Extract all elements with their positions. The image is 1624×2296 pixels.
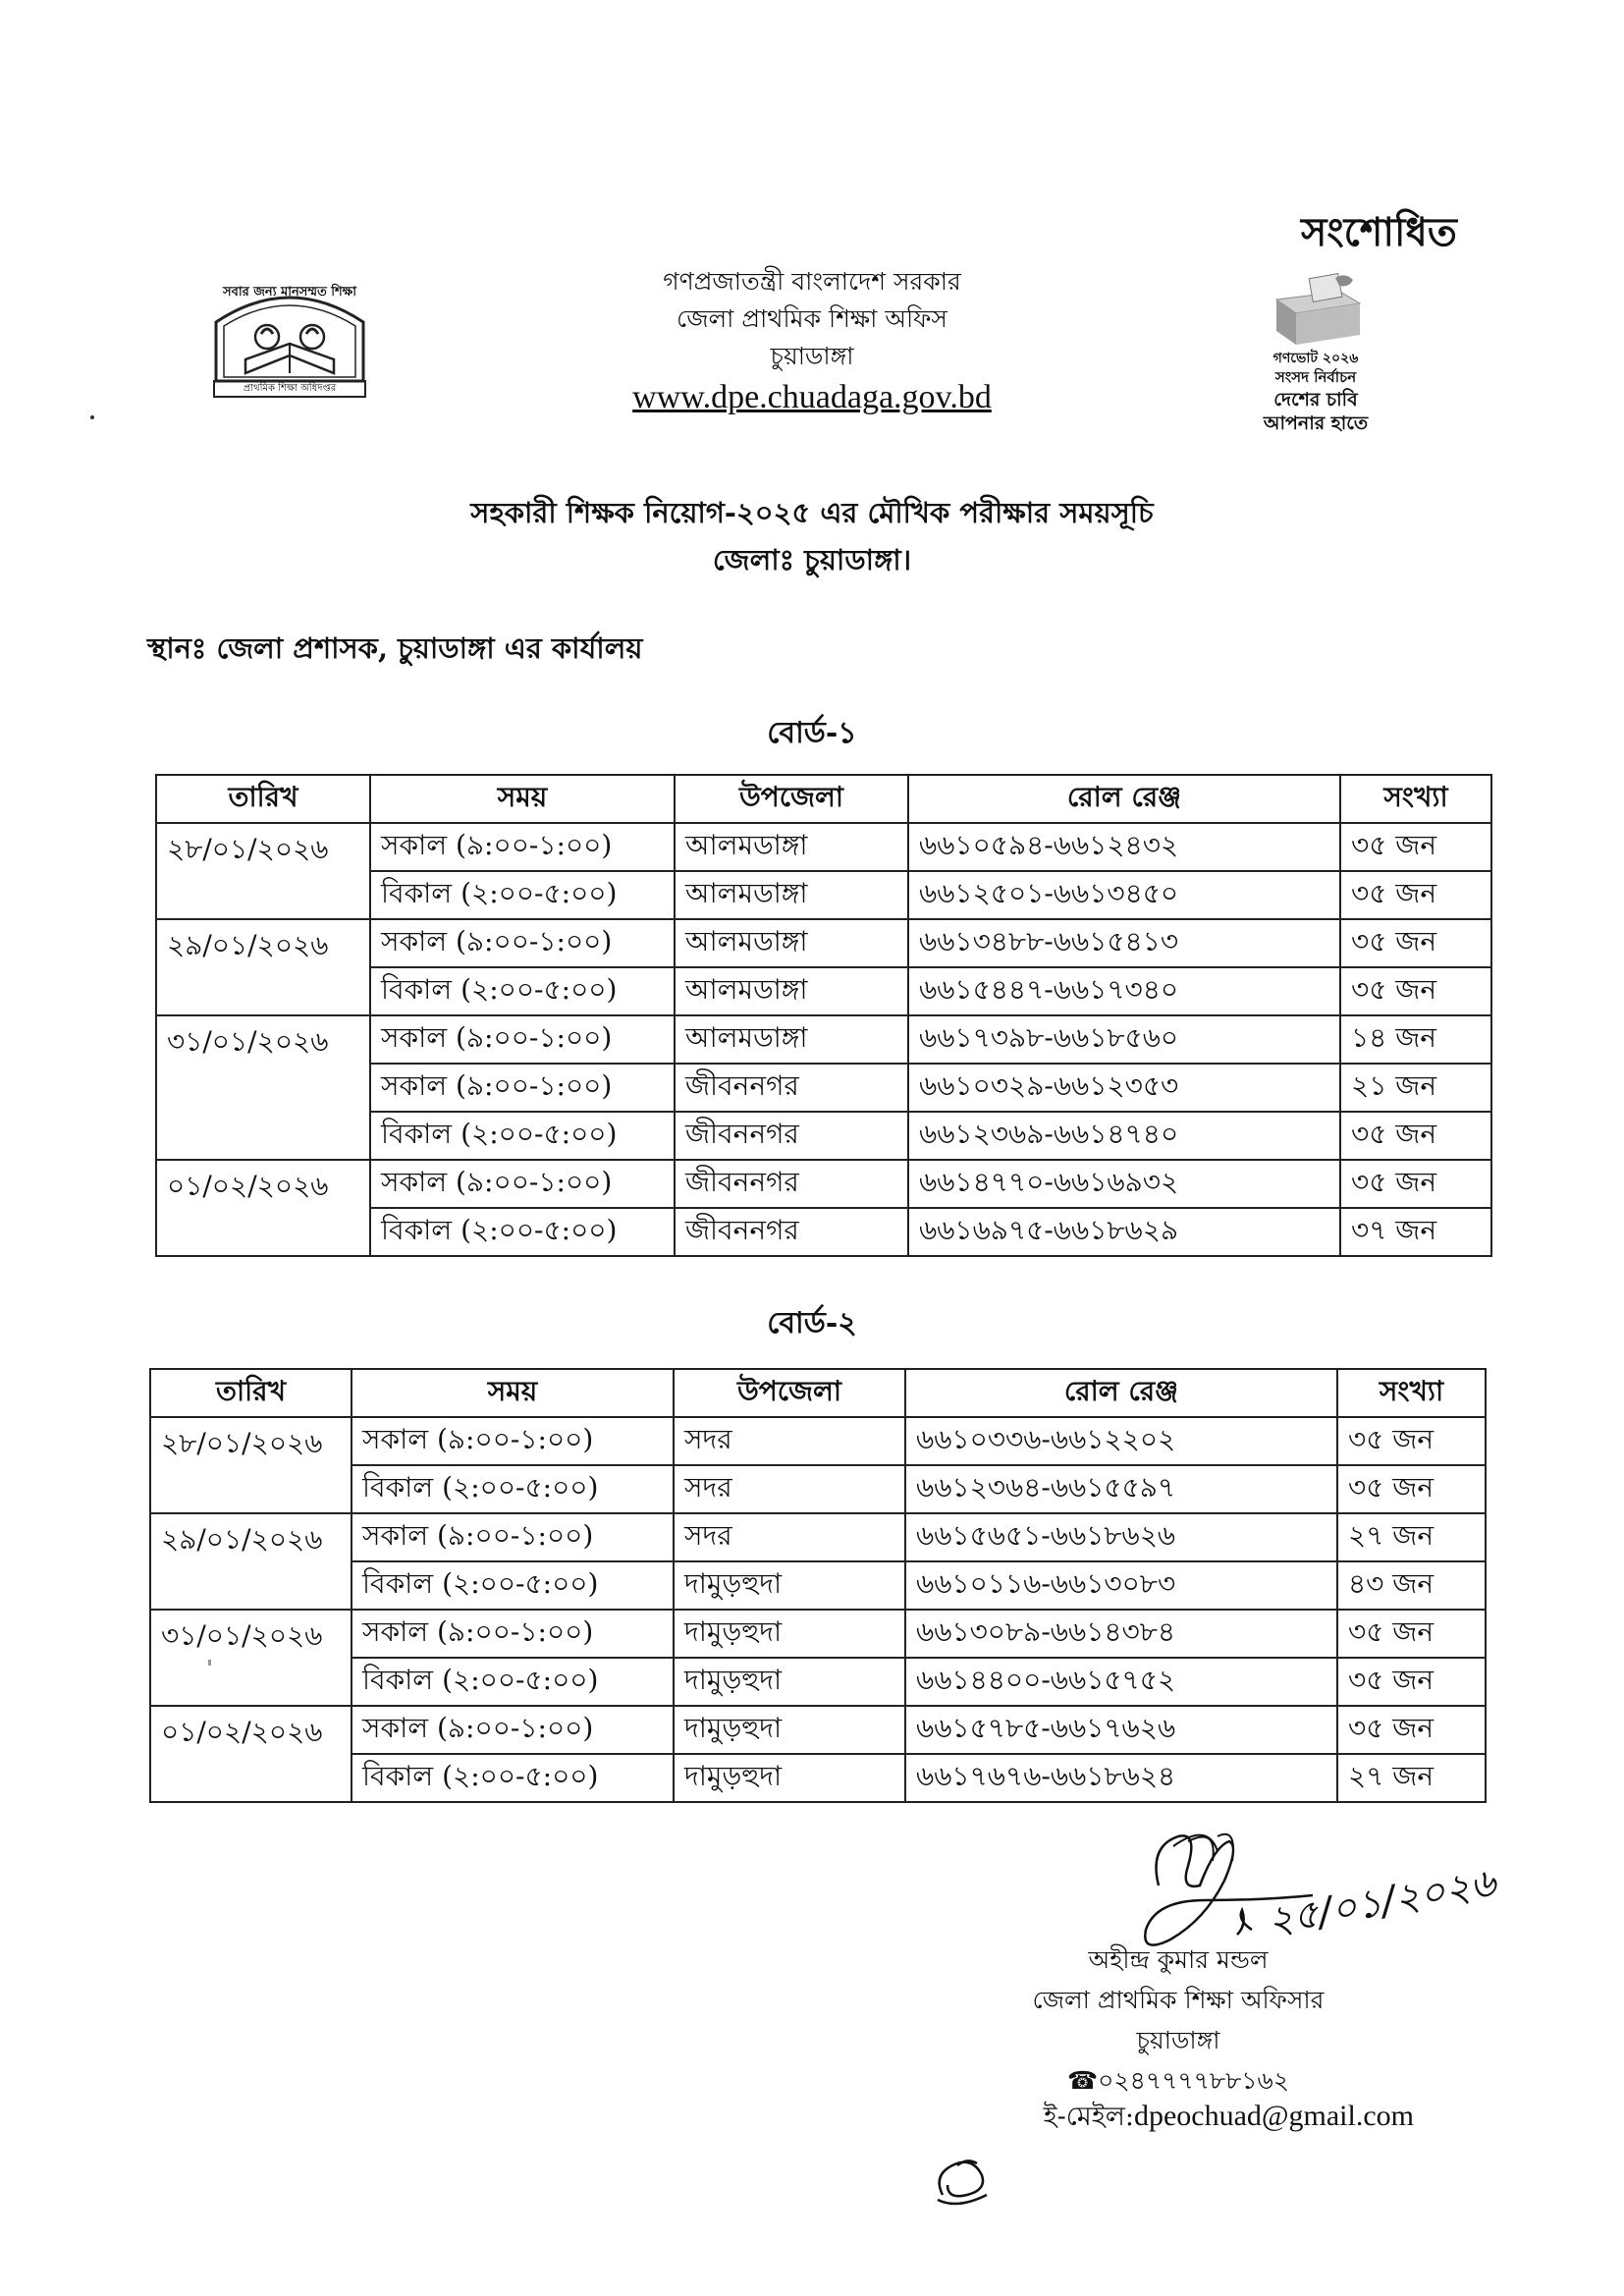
time-cell: সকাল (৯:০০-১:০০) xyxy=(370,1015,675,1064)
date-cell: ০১/০২/২০২৬ xyxy=(150,1706,352,1802)
election-logo-line3: দেশের চাবি xyxy=(1273,389,1358,410)
signature-date: ২৫/০১/২০২৬ xyxy=(1264,1859,1499,1945)
count-cell: ১৪ জন xyxy=(1340,1015,1491,1064)
upazila-cell: জীবননগর xyxy=(675,1112,908,1160)
count-cell: ২৭ জন xyxy=(1337,1754,1486,1802)
count-cell: ৩৫ জন xyxy=(1337,1465,1486,1513)
count-cell: ৩৭ জন xyxy=(1340,1208,1491,1256)
time-cell: বিকাল (২:০০-৫:০০) xyxy=(352,1465,674,1513)
email-address[interactable]: dpeochuad@gmail.com xyxy=(1133,2100,1414,2132)
time-cell: বিকাল (২:০০-৫:০০) xyxy=(370,1112,675,1160)
col-upazila-header: উপজেলা xyxy=(674,1369,905,1417)
count-cell: ৩৫ জন xyxy=(1337,1417,1486,1465)
phone-icon: ☎ xyxy=(1066,2066,1099,2095)
table-row xyxy=(156,823,1491,871)
roll-cell: ৬৬১৪৪০০-৬৬১৫৭৫২ xyxy=(905,1658,1337,1706)
upazila-cell: আলমডাঙ্গা xyxy=(675,823,908,871)
col-roll-header: রোল রেঞ্জ xyxy=(908,775,1340,823)
count-cell: ৩৫ জন xyxy=(1340,871,1491,919)
office-name: জেলা প্রাথমিক শিক্ষা অফিস xyxy=(677,304,947,333)
roll-cell: ৬৬১৫৬৫১-৬৬১৮৬২৬ xyxy=(905,1513,1337,1561)
roll-cell: ৬৬১৫৪৪৭-৬৬১৭৩৪০ xyxy=(908,967,1340,1015)
time-cell: সকাল (৯:০০-১:০০) xyxy=(352,1610,674,1658)
date-cell: ২৮/০১/২০২৬ xyxy=(150,1417,352,1513)
venue: স্থানঃ জেলা প্রশাসক, চুয়াডাঙ্গা এর কার্যালয় xyxy=(147,631,643,665)
count-cell: ৩৫ জন xyxy=(1340,1112,1491,1160)
roll-cell: ৬৬১০১১৬-৬৬১৩০৮৩ xyxy=(905,1561,1337,1610)
col-count-header: সংখ্যা xyxy=(1337,1369,1486,1417)
upazila-cell: জীবননগর xyxy=(675,1208,908,1256)
roll-cell: ৬৬১৩০৮৯-৬৬১৪৩৮৪ xyxy=(905,1610,1337,1658)
date-cell: ০১/০২/২০২৬ xyxy=(156,1160,370,1256)
email-label: ই-মেইল: xyxy=(1043,2102,1134,2132)
time-cell: সকাল (৯:০০-১:০০) xyxy=(352,1417,674,1465)
board2-title: বোর্ড-২ xyxy=(767,1306,857,1340)
document-title xyxy=(0,489,1624,583)
time-cell: বিকাল (২:০০-৫:০০) xyxy=(370,1208,675,1256)
ballot-box-icon xyxy=(1232,270,1399,349)
title-line1: সহকারী শিক্ষক নিয়োগ-২০২৫ এর মৌখিক পরীক্ষার সময়সূচি xyxy=(470,496,1154,529)
time-cell: সকাল (৯:০০-১:০০) xyxy=(370,823,675,871)
table-row xyxy=(150,1706,1486,1754)
signatory-phone: ০২৪৭৭৭৭৮৮১৬২ xyxy=(1098,2066,1290,2095)
election-logo xyxy=(1232,270,1399,434)
roll-cell: ৬৬১০৩২৯-৬৬১২৩৫৩ xyxy=(908,1064,1340,1112)
table-header-row xyxy=(156,775,1491,823)
dpe-logo-bottom-text: প্রাথমিক শিক্ষা অধিদপ্তর xyxy=(243,383,337,394)
date-cell: ৩১/০১/২০২৬ xyxy=(150,1610,352,1706)
roll-cell: ৬৬১৬৯৭৫-৬৬১৮৬২৯ xyxy=(908,1208,1340,1256)
date-cell: ২৮/০১/২০২৬ xyxy=(156,823,370,919)
count-cell: ৩৫ জন xyxy=(1340,967,1491,1015)
col-count-header: সংখ্যা xyxy=(1340,775,1491,823)
count-cell: ২৭ জন xyxy=(1337,1513,1486,1561)
col-upazila-header: উপজেলা xyxy=(675,775,908,823)
col-time-header: সময় xyxy=(370,775,675,823)
upazila-cell: সদর xyxy=(674,1465,905,1513)
count-cell: ২১ জন xyxy=(1340,1064,1491,1112)
government-name: গণপ্রজাতন্ত্রী বাংলাদেশ সরকার xyxy=(663,267,961,296)
table-row xyxy=(156,1015,1491,1064)
date-cell: ২৯/০১/২০২৬ xyxy=(156,919,370,1015)
upazila-cell: দামুড়হুদা xyxy=(674,1706,905,1754)
count-cell: ৩৫ জন xyxy=(1337,1610,1486,1658)
date-cell: ২৯/০১/২০২৬ xyxy=(150,1513,352,1610)
time-cell: সকাল (৯:০০-১:০০) xyxy=(352,1513,674,1561)
col-roll-header: রোল রেঞ্জ xyxy=(905,1369,1337,1417)
time-cell: সকাল (৯:০০-১:০০) xyxy=(352,1706,674,1754)
col-date-header: তারিখ xyxy=(150,1369,352,1417)
upazila-cell: জীবননগর xyxy=(675,1064,908,1112)
dpe-logo-top-text: সবার জন্য মানসম্মত শিক্ষা xyxy=(223,285,356,300)
email-line xyxy=(982,2097,1414,2141)
election-logo-line2: সংসদ নির্বাচন xyxy=(1274,368,1357,386)
roll-cell: ৬৬১৭৩৯৮-৬৬১৮৫৬০ xyxy=(908,1015,1340,1064)
district-name: চুয়াডাঙ্গা xyxy=(770,342,854,370)
count-cell: ৩৫ জন xyxy=(1337,1706,1486,1754)
roll-cell: ৬৬১২৩৬৯-৬৬১৪৭৪০ xyxy=(908,1112,1340,1160)
time-cell: সকাল (৯:০০-১:০০) xyxy=(370,1160,675,1208)
upazila-cell: দামুড়হুদা xyxy=(674,1658,905,1706)
roll-cell: ৬৬১২৩৬৪-৬৬১৫৫৯৭ xyxy=(905,1465,1337,1513)
signatory-block xyxy=(962,1940,1394,2101)
count-cell: ৪৩ জন xyxy=(1337,1561,1486,1610)
board2-table xyxy=(149,1368,1487,1803)
election-logo-line4: আপনার হাতে xyxy=(1263,412,1369,434)
table-row xyxy=(156,919,1491,967)
title-line2: জেলাঃ চুয়াডাঙ্গা। xyxy=(712,543,912,576)
time-cell: সকাল (৯:০০-১:০০) xyxy=(370,919,675,967)
upazila-cell: দামুড়হুদা xyxy=(674,1561,905,1610)
board1-title: বোর্ড-১ xyxy=(767,716,857,750)
election-logo-line1: গণভোট ২০২৬ xyxy=(1272,351,1359,366)
initial-graphic xyxy=(928,2146,1006,2214)
count-cell: ৩৫ জন xyxy=(1337,1658,1486,1706)
upazila-cell: আলমডাঙ্গা xyxy=(675,919,908,967)
roll-cell: ৬৬১০৩৩৬-৬৬১২২০২ xyxy=(905,1417,1337,1465)
upazila-cell: দামুড়হুদা xyxy=(674,1754,905,1802)
roll-cell: ৬৬১০৫৯৪-৬৬১২৪৩২ xyxy=(908,823,1340,871)
count-cell: ৩৫ জন xyxy=(1340,919,1491,967)
upazila-cell: আলমডাঙ্গা xyxy=(675,871,908,919)
roll-cell: ৬৬১৫৭৮৫-৬৬১৭৬২৬ xyxy=(905,1706,1337,1754)
signatory-designation: জেলা প্রাথমিক শিক্ষা অফিসার xyxy=(1032,1986,1325,2014)
date-cell: ৩১/০১/২০২৬ xyxy=(156,1015,370,1160)
roll-cell: ৬৬১২৫০১-৬৬১৩৪৫০ xyxy=(908,871,1340,919)
time-cell: বিকাল (২:০০-৫:০০) xyxy=(352,1658,674,1706)
table-row xyxy=(150,1513,1486,1561)
time-cell: সকাল (৯:০০-১:০০) xyxy=(370,1064,675,1112)
upazila-cell: আলমডাঙ্গা xyxy=(675,1015,908,1064)
time-cell: বিকাল (২:০০-৫:০০) xyxy=(370,871,675,919)
table-row xyxy=(150,1417,1486,1465)
table-row xyxy=(150,1610,1486,1658)
upazila-cell: আলমডাঙ্গা xyxy=(675,967,908,1015)
time-cell: বিকাল (২:০০-৫:০০) xyxy=(352,1561,674,1610)
upazila-cell: সদর xyxy=(674,1513,905,1561)
roll-cell: ৬৬১৪৭৭০-৬৬১৬৯৩২ xyxy=(908,1160,1340,1208)
roll-cell: ৬৬১৭৬৭৬-৬৬১৮৬২৪ xyxy=(905,1754,1337,1802)
roll-cell: ৬৬১৩৪৮৮-৬৬১৫৪১৩ xyxy=(908,919,1340,967)
website-link[interactable]: www.dpe.chuadaga.gov.bd xyxy=(632,379,992,415)
upazila-cell: দামুড়হুদা xyxy=(674,1610,905,1658)
count-cell: ৩৫ জন xyxy=(1340,1160,1491,1208)
board1-table xyxy=(155,774,1492,1257)
initial-signature xyxy=(928,2146,1006,2214)
upazila-cell: সদর xyxy=(674,1417,905,1465)
time-cell: বিকাল (২:০০-৫:০০) xyxy=(370,967,675,1015)
upazila-cell: জীবননগর xyxy=(675,1160,908,1208)
table-row xyxy=(156,1160,1491,1208)
time-cell: বিকাল (২:০০-৫:০০) xyxy=(352,1754,674,1802)
signatory-district: চুয়াডাঙ্গা xyxy=(1136,2026,1220,2054)
col-date-header: তারিখ xyxy=(156,775,370,823)
table-header-row xyxy=(150,1369,1486,1417)
col-time-header: সময় xyxy=(352,1369,674,1417)
count-cell: ৩৫ জন xyxy=(1340,823,1491,871)
revised-stamp: সংশোধিত xyxy=(1301,209,1457,255)
signatory-name: অহীন্দ্র কুমার মন্ডল xyxy=(1088,1945,1269,1974)
